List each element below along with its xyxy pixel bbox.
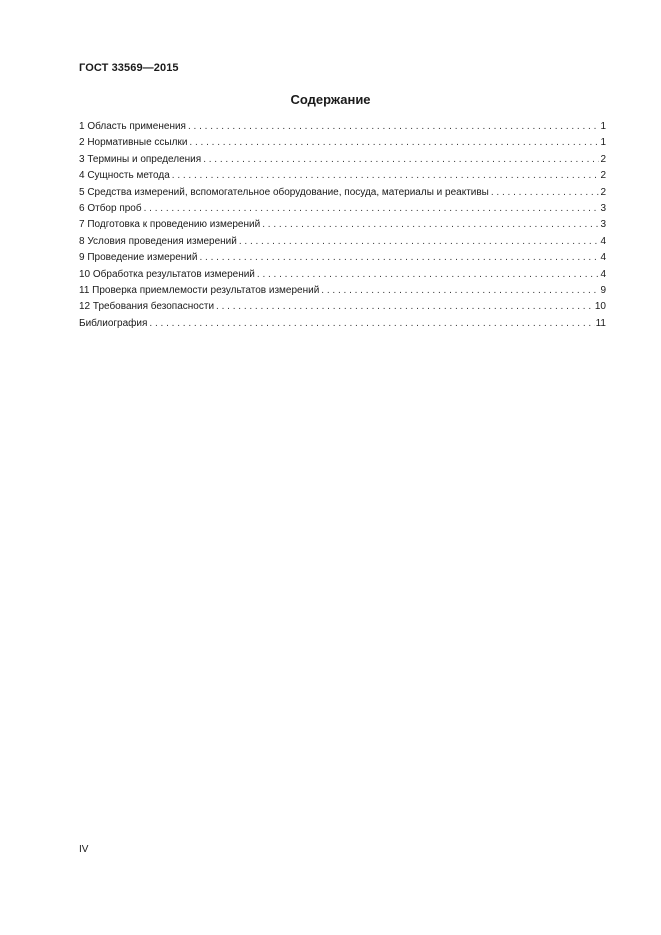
toc-entry[interactable] bbox=[79, 185, 606, 201]
toc-entry-label: 7 Подготовка к проведению измерений bbox=[79, 219, 261, 231]
toc-dot-leader bbox=[188, 119, 599, 135]
toc-entry-page: 4 bbox=[600, 268, 606, 280]
toc-entry-page: 4 bbox=[600, 235, 606, 247]
toc-entry-page: 11 bbox=[595, 317, 606, 329]
toc-dot-leader bbox=[216, 299, 594, 315]
toc-entry-label: 10 Обработка результатов измерений bbox=[79, 268, 255, 280]
toc-entry-label: 8 Условия проведения измерений bbox=[79, 235, 237, 247]
toc-entry-label: 9 Проведение измерений bbox=[79, 252, 198, 264]
toc-entry-page: 2 bbox=[600, 186, 606, 198]
toc-entry[interactable] bbox=[79, 299, 606, 315]
toc-dot-leader bbox=[257, 267, 600, 283]
toc-entry-page: 1 bbox=[600, 137, 606, 149]
toc-entry-page: 1 bbox=[600, 121, 606, 132]
toc-dot-leader bbox=[199, 250, 599, 266]
toc-entry-page: 3 bbox=[600, 219, 606, 231]
toc-entry[interactable] bbox=[79, 267, 606, 283]
toc-dot-leader bbox=[189, 135, 599, 151]
toc-entry[interactable] bbox=[79, 234, 606, 250]
toc-entry[interactable] bbox=[79, 152, 606, 168]
toc-dot-leader bbox=[491, 185, 600, 201]
toc-entry-page: 9 bbox=[600, 284, 606, 296]
toc-dot-leader bbox=[172, 168, 600, 184]
toc-entry[interactable] bbox=[79, 316, 606, 332]
toc-entry[interactable] bbox=[79, 250, 606, 266]
toc-entry-page: 4 bbox=[600, 252, 606, 264]
toc-entry[interactable] bbox=[79, 201, 606, 217]
toc-entry-label: 2 Нормативные ссылки bbox=[79, 137, 188, 149]
toc-entry-page: 3 bbox=[600, 202, 606, 214]
toc-dot-leader bbox=[149, 316, 594, 332]
toc-entry-label: 11 Проверка приемлемости результатов измерений bbox=[79, 284, 320, 296]
toc-entry-label: 1 Область применения bbox=[79, 121, 186, 132]
toc-entry-page: 2 bbox=[600, 153, 606, 165]
toc-entry[interactable] bbox=[79, 217, 606, 233]
toc-entry[interactable] bbox=[79, 135, 606, 151]
toc-entry[interactable] bbox=[79, 283, 606, 299]
toc-entry[interactable] bbox=[79, 168, 606, 184]
toc-entry-page: 2 bbox=[600, 170, 606, 182]
toc-title: Содержание bbox=[290, 92, 371, 107]
toc-entry-label: Библиография bbox=[79, 317, 148, 329]
toc-dot-leader bbox=[262, 217, 599, 233]
toc-entry-page: 10 bbox=[594, 301, 606, 313]
toc-entry[interactable] bbox=[79, 119, 606, 135]
toc-dot-leader bbox=[203, 152, 599, 168]
table-of-contents bbox=[79, 119, 606, 332]
toc-dot-leader bbox=[321, 283, 599, 299]
toc-entry-label: 4 Сущность метода bbox=[79, 170, 170, 182]
toc-entry-label: 12 Требования безопасности bbox=[79, 301, 215, 313]
toc-dot-leader bbox=[239, 234, 600, 250]
toc-entry-label: 5 Средства измерений, вспомогательное оборудование, посуда, материалы и реактивы bbox=[79, 186, 489, 198]
toc-dot-leader bbox=[144, 201, 600, 217]
document-header-standard-id: ГОСТ 33569—2015 bbox=[79, 62, 179, 74]
toc-entry-label: 3 Термины и определения bbox=[79, 153, 202, 165]
toc-entry-label: 6 Отбор проб bbox=[79, 202, 142, 214]
page-number: IV bbox=[79, 844, 89, 855]
